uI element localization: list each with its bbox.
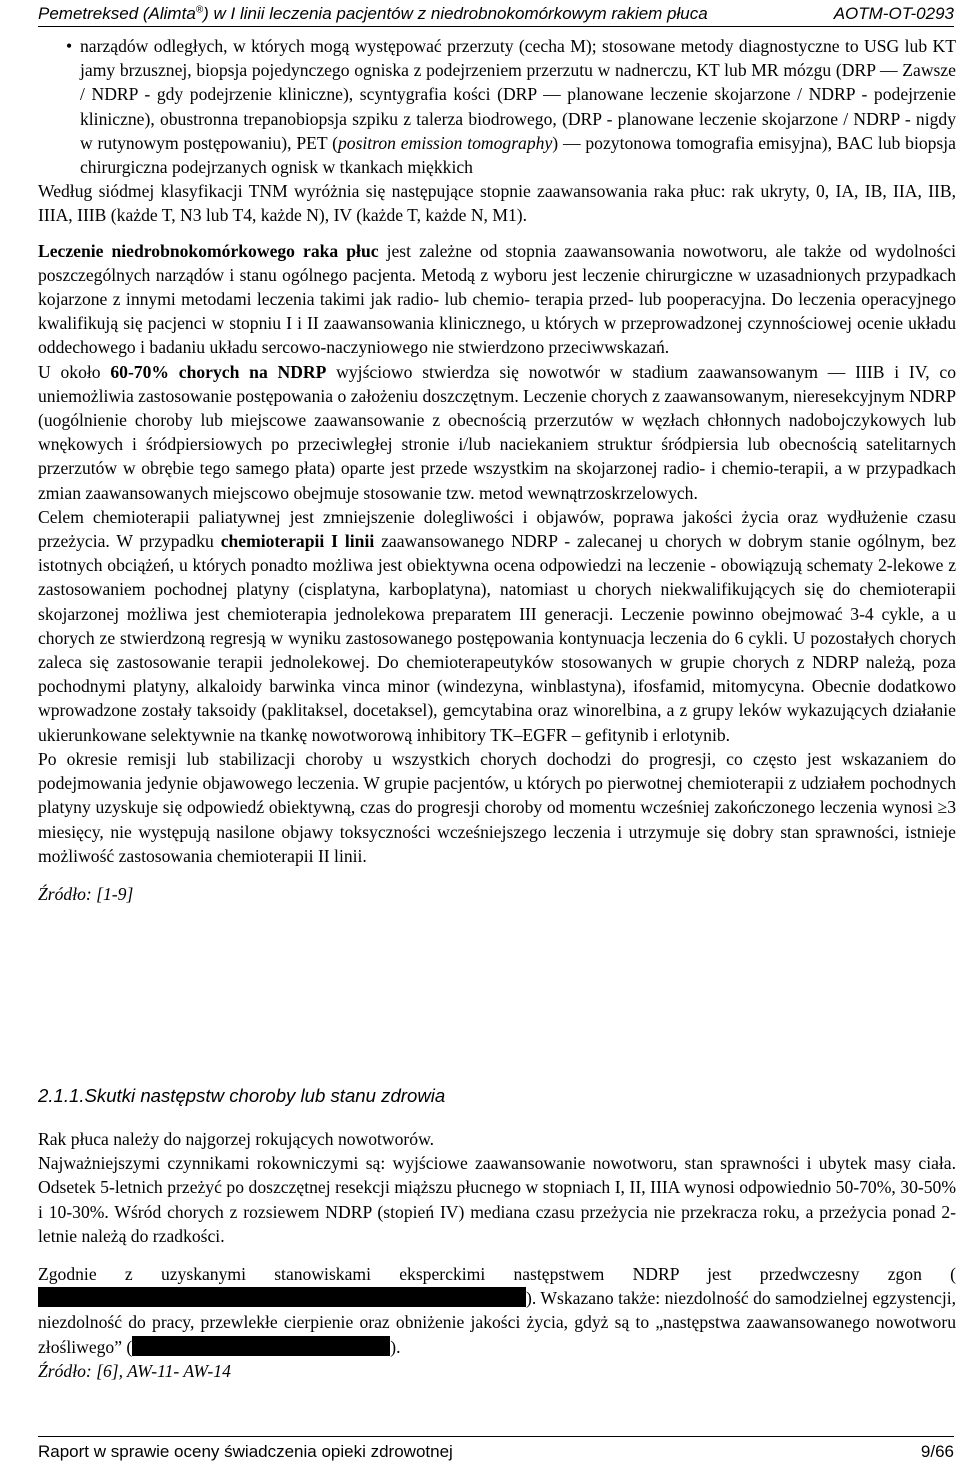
- source-note: Źródło: [1-9]: [38, 883, 134, 904]
- redacted-block: [38, 1287, 526, 1307]
- page-number: 9/66: [920, 1442, 954, 1461]
- document-code: AOTM-OT-0293: [833, 4, 954, 23]
- paragraph-chemotherapy: Celem chemioterapii paliatywnej jest zmniejszenie dolegliwości i objawów, poprawa jakości życia oraz wydłużenie czasu przeżycia. W przypadku chemioterapii I linii zaawansowanego NDRP - zalecanej u chorych w dobrym stanie ogólnym, bez istotnych obciążeń, u których ponadto możliwa jest obiektywna ocena odpowiedzi na leczenie - obowiązują schematy 2-lekowe z zastosowaniem pochodnej platyny (cisplatyna, karboplatyna), natomiast u chorych niekwalifikujących się do chemioterapii skojarzonej możliwa jest chemioterapia jednolekowa preparatem III generacji. Leczenie powinno obejmować 3-4 cykle, a u chorych ze stwierdzoną regresją w wyniku zastosowanego postępowania kontynuacja leczenia do 6 cykli. U pozostałych chorych zaleca się zastosowanie terapii jednolekowej. Do chemioterapeutyków stosowanych w grupie chorych z NDRP należą, poza pochodnymi platyny, alkaloidy barwinka vinca minor (windezyna, winblastyna), ifosfamid, mitomycyna. Obecnie dodatkowo wprowadzone zostały taksoidy (paklitaksel, docetaksel), gemcytabina oraz winorelbina, a z grupy leków wykazujących działanie ukierunkowane selektywnie na tkankę nowotworową inhibitory TK–EGFR – gefitynib i erlotynib.: [38, 506, 956, 745]
- footer-report-title: Raport w sprawie oceny świadczenia opieki zdrowotnej: [38, 1442, 453, 1461]
- page-header: [38, 2, 954, 27]
- paragraph-advanced: U około 60-70% chorych na NDRP wyjściowo stwierdza się nowotwór w stadium zaawansowanym — IIIB i IV, co uniemożliwia zastosowanie postępowania o założeniu doszczętnym. Leczenie chorych z zaawansowanym, nieresekcyjnym NDRP (uogólnienie choroby lub miejscowe zaawansowanie z obecnością przerzutów w węzłach chłonnych nadobojczykowych lub wnękowych i śródpiersiowych po przeciwległej stronie i/lub naciekaniem struktur śródpiersia lub obecnością satelitarnych przerzutów w obrębie tego samego płata) oparte jest przede wszystkim na skojarzonej radio- i chemio-terapii, a w przypadkach zmian zaawansowanych miejscowo obejmuje stosowanie tzw. metod wewnątrzoskrzelowych.: [38, 361, 957, 503]
- source-note: Źródło: [6], AW-11- AW-14: [38, 1360, 231, 1381]
- paragraph-expert-opinions: Zgodnie z uzyskanymi stanowiskami eksperckimi następstwem NDRP jest przedwczesny zgon (). Wskazano także: niezdolność do samodzielnej egzystencji, niezdolność do pracy, przewlekłe cierpienie oraz obniżenie jakości życia, gdyż są to „następstwa zaawansowanego nowotworu złośliwego” ( ).: [38, 1264, 956, 1357]
- page-footer: [38, 1436, 954, 1465]
- paragraph-prognosis-intro: Rak płuca należy do najgorzej rokujących nowotworów.: [38, 1129, 435, 1149]
- bullet-icon: •: [66, 36, 73, 56]
- redacted-block: [132, 1336, 390, 1356]
- paragraph-treatment: Leczenie niedrobnokomórkowego raka płuc jest zależne od stopnia zaawansowania nowotworu, ale także od wydolności poszczególnych narządów i stanu ogólnego pacjenta. Metodą z wyboru jest leczenie chirurgiczne w uzasadnionych przypadkach kojarzone z innymi metodami leczenia takimi jak radio- lub chemio- terapia przed- lub pooperacyjna. Do leczenia operacyjnego kwalifikują się pacjenci w stopniu I i II zaawansowania klinicznego, u których w przeprowadzonej czynnościowej ocenie układu oddechowego i badaniu układu sercowo-naczyniowego nie stwierdzono przeciwwskazań.: [38, 240, 956, 358]
- paragraph-prognostic-factors: Najważniejszymi czynnikami rokowniczymi są: wyjściowe zaawansowanie nowotworu, stan sprawności i ubytek masy ciała. Odsetek 5-letnich przeżyć po doszczętnej resekcji miąższu płucnego w stopniach I, II, IIIA wynosi odpowiednio 50-70%, 30-50% i 10-30%. Wśród chorych z rozsiewem NDRP (stopień IV) mediana czasu przeżycia nie przekracza roku, a przeżycia ponad 2-letnie należą do rzadkości.: [38, 1153, 956, 1246]
- bullet-item-metastases: • narządów odległych, w których mogą występować przerzuty (cecha M); stosowane metody diagnostyczne to USG lub KT jamy brzusznej, biopsja pojedynczego ogniska z podejrzeniem przerzutu w nadnerczu, KT lub MR mózgu (DRP — Zawsze / NDRP - gdy podejrzenie kliniczne), scyntygrafia kości (DRP — planowane leczenie skojarzone / NDRP - podejrzenie kliniczne), obustronna trepanobiopsja szpiku z talerza biodrowego, (DRP - planowane leczenie skojarzone / NDRP - nigdy w rutynowym postępowaniu), PET (positron emission tomography) — pozytonowa tomografia emisyjna), BAC lub biopsja chirurgiczna podejrzanych ognisk w tkankach miękkich: [66, 36, 956, 178]
- section-heading: 2.1.1.Skutki następstw choroby lub stanu zdrowia: [38, 1085, 446, 1106]
- page-content: [38, 34, 957, 1381]
- document-title: Pemetreksed (Alimta®) w I linii leczenia pacjentów z niedrobnokomórkowym rakiem płuca: [38, 4, 708, 23]
- paragraph-progression: Po okresie remisji lub stabilizacji choroby u wszystkich chorych dochodzi do progresji, co często jest wskazaniem do podejmowania jedynie objawowego leczenia. W grupie pacjentów, u których po pierwotnej chemioterapii z udziałem pochodnych platyny uzyskuje się odpowiedź obiektywną, czas do progresji choroby od momentu wcześniej zakończonego leczenia wynosi ≥3 miesięcy, nie występują nasilone objawy toksyczności wcześniejszego leczenia i utrzymuje się dobry stan sprawności, istnieje możliwość zastosowania chemioterapii II linii.: [38, 748, 956, 866]
- paragraph-tnm: Według siódmej klasyfikacji TNM wyróżnia się następujące stopnie zaawansowania raka płuc: rak ukryty, 0, IA, IB, IIA, IIB, IIIA, IIIB (każde T, N3 lub T4, każde N), IV (każde T, każde N, M1).: [38, 181, 956, 226]
